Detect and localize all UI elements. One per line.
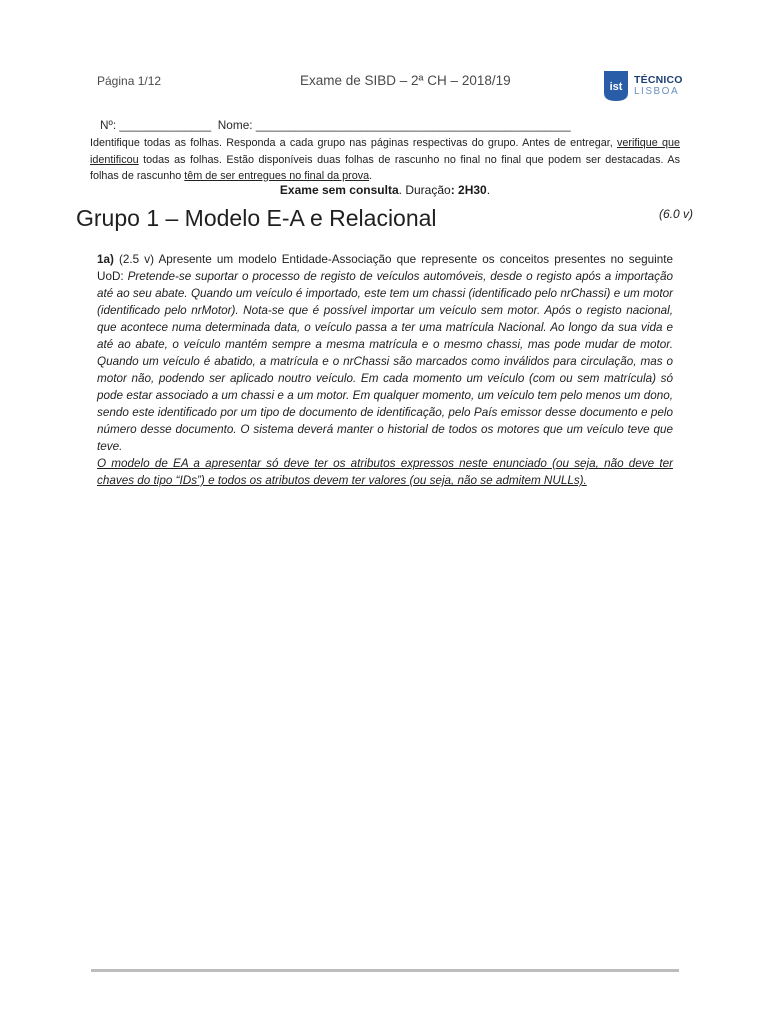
group-points: (6.0 v) xyxy=(659,207,694,221)
exam-duration-label: . Duração xyxy=(398,183,451,197)
group-title: Grupo 1 – Modelo E-A e Relacional xyxy=(76,205,437,231)
question-uod: Pretende-se suportar o processo de registo de veículos automóveis, desde o registo após a importação até ao seu abate. Quando um veículo é importado, este tem um chassi (identificado pelo nrChassi) e um motor (identificado pelo nrMotor). Nota-se que é possível importar um veículo sem motor. Após o registo nacional, que acontece numa determinada data, o veículo passa a ter uma matrícula Nacional. Ao longo da sua vida e até ao abate, o veículo mantém sempre a mesma matrícula e o mesmo chassi, mas pode mudar de motor. Quando um veículo é abatido, a matrícula e o nrChassi são marcados como inválidos para circulação, mas o motor não, podendo ser aplicado noutro veículo. Em cada momento um veículo (com ou sem matrícula) só pode estar associado a um chassi e a um motor. Em qualquer momento, um veículo tem pelo menos um dono, sendo este identificado por um tipo de documento de identificação, pelo País emissor desse documento e pelo número desse documento. O sistema deverá manter o historial de todos os motores que um veículo teve que teve. xyxy=(97,270,673,453)
question-1a xyxy=(97,251,673,489)
instructions-underline-2: têm de ser entregues no final da prova xyxy=(184,170,370,182)
page-number: Página 1/12 xyxy=(97,74,162,88)
question-number: 1a) xyxy=(97,253,114,266)
footer-divider xyxy=(91,969,679,972)
exam-duration-value: : 2H30 xyxy=(450,183,487,197)
question-intro: (2.5 v) Apresente um modelo Entidade-Associação que represente os conceitos presentes no seguinte UoD: xyxy=(97,253,673,283)
tecnico-lisboa-logo xyxy=(604,71,684,103)
ist-logo-icon xyxy=(604,71,628,101)
instructions-underline-1: verifique que identificou xyxy=(90,137,680,166)
student-id-name-line: Nº: ______________ Nome: ________________________________________________ xyxy=(100,118,571,132)
exam-conditions xyxy=(0,183,770,197)
instructions-text-2: todas as folhas. Estão disponíveis duas folhas de rascunho no final no final que podem ser destacadas. As folhas de rascunho xyxy=(90,153,680,182)
instructions-text-3: . xyxy=(369,170,373,182)
exam-title: Exame de SIBD – 2ª CH – 2018/19 xyxy=(300,73,511,88)
logo-text-lisboa: LISBOA xyxy=(634,86,680,97)
instructions-text-1: Identifique todas as folhas. Responda a cada grupo nas páginas respectivas do grupo. Antes de entregar, xyxy=(90,137,617,149)
ist-logo-mark: ist xyxy=(609,81,623,93)
instructions xyxy=(90,135,680,185)
question-note: O modelo de EA a apresentar só deve ter os atributos expressos neste enunciado (ou seja, não deve ter chaves do tipo “IDs”) e todos os atributos devem ter valores (ou seja, não se admitem NULLs). xyxy=(97,457,673,487)
logo-text-tecnico: TÉCNICO xyxy=(634,74,683,86)
exam-conditions-end: . xyxy=(486,183,491,197)
exam-consult-label: Exame sem consulta xyxy=(279,183,399,197)
